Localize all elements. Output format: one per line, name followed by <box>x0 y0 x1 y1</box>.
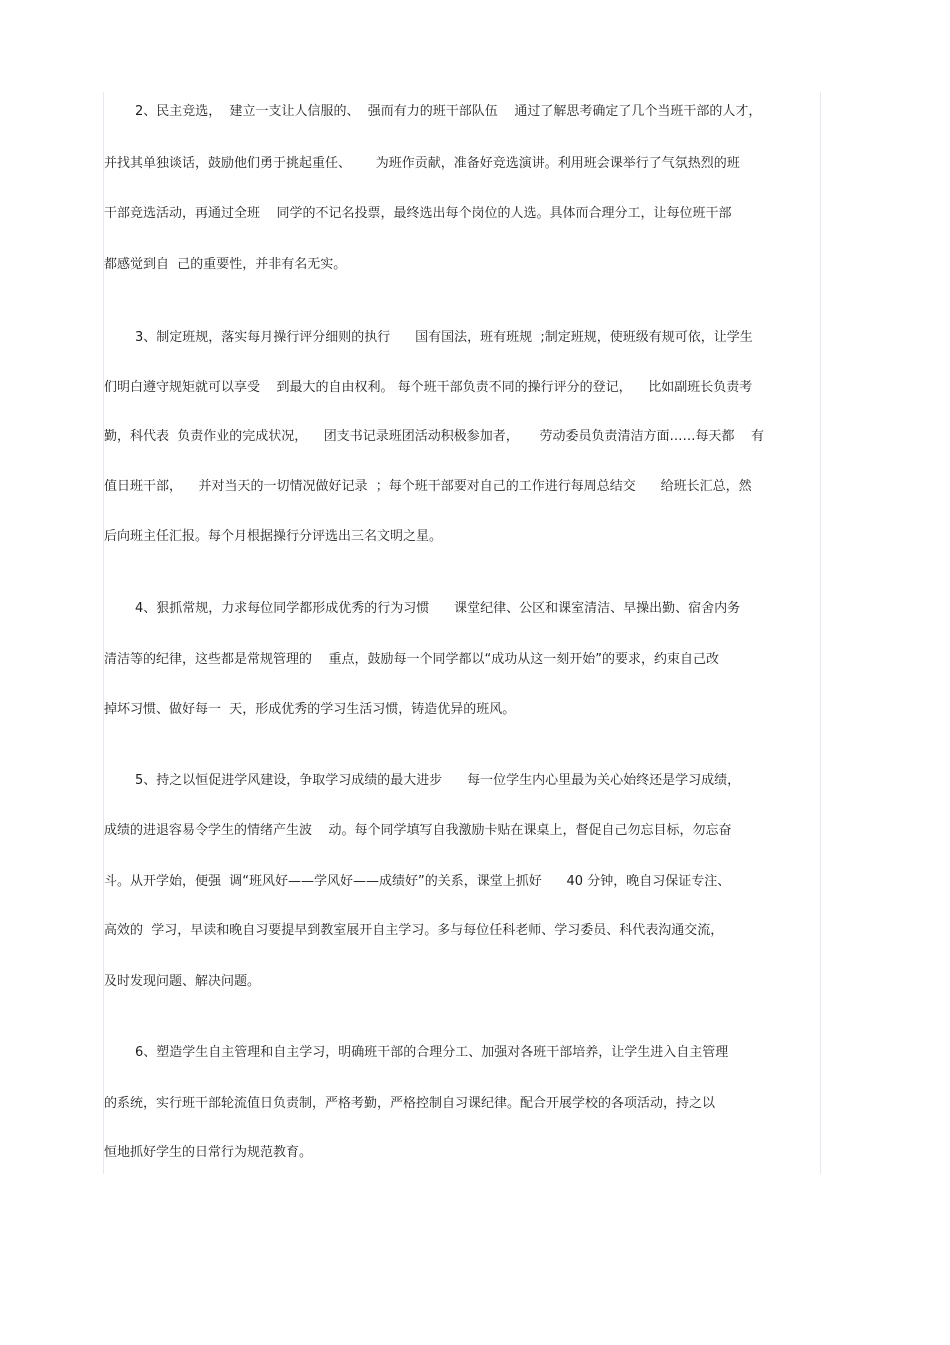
paragraph-3-line-2: 们明白遵守规矩就可以享受 到最大的自由权利。 每个班干部负责不同的操行评分的登记， 比如副班长负责考 <box>104 380 753 395</box>
paragraph-6-line-1: 6、塑造学生自主管理和自主学习，明确班干部的合理分工、加强对各班干部培养，让学生进入自主管理 <box>135 1045 729 1060</box>
paragraph-5-line-2: 成绩的进退容易令学生的情绪产生波 动。每个同学填写自我激励卡贴在课桌上，督促自己勿忘目标，勿忘奋 <box>104 823 732 838</box>
paragraph-4-line-3: 掉坏习惯、做好每一 天，形成优秀的学习生活习惯，铸造优异的班风。 <box>104 702 516 717</box>
paragraph-6-line-3: 恒地抓好学生的日常行为规范教育。 <box>104 1145 313 1160</box>
paragraph-3-line-3: 勤，科代表 负责作业的完成状况， 团支书记录班团活动积极参加者， 劳动委员负责清洁方面……每天都 有 <box>104 429 764 444</box>
paragraph-5-line-1: 5、持之以恒促进学风建设，争取学习成绩的最大进步 每一位学生内心里最为关心始终还是学习成绩， <box>135 773 741 788</box>
paragraph-5-line-4: 高效的 学习，早读和晚自习要提早到教室展开自主学习。多与每位任科老师、学习委员、科代表沟通交流， <box>104 923 724 938</box>
document-page <box>103 92 821 1174</box>
paragraph-5-line-5: 及时发现问题、解决问题。 <box>104 974 261 989</box>
paragraph-3-line-5: 后向班主任汇报。每个月根据操行分评选出三名文明之星。 <box>104 529 443 544</box>
paragraph-5-line-3: 斗。从开学始，便强 调“班风好——学风好——成绩好”的关系，课堂上抓好 40 分钟，晚自习保证专注、 <box>104 874 731 889</box>
paragraph-4-line-2: 清洁等的纪律，这些都是常规管理的 重点，鼓励每一个同学都以“成功从这一刻开始”的要求，约束自己改 <box>104 652 719 667</box>
paragraph-2-line-1: 2、民主竞选， 建立一支让人信服的、 强而有力的班干部队伍 通过了解思考确定了几个当班干部的人才， <box>135 104 762 119</box>
paragraph-2-line-4: 都感觉到自 己的重要性，并非有名无实。 <box>104 257 347 272</box>
paragraph-3-line-4: 值日班干部， 并对当天的一切情况做好记录 ；每个班干部要对自己的工作进行每周总结交 给班长汇总，然 <box>104 479 752 494</box>
paragraph-6-line-2: 的系统，实行班干部轮流值日负责制，严格考勤，严格控制自习课纪律。配合开展学校的各项活动，持之以 <box>104 1096 716 1111</box>
paragraph-4-line-1: 4、狠抓常规，力求每位同学都形成优秀的行为习惯 课堂纪律、公区和课室清洁、早操出勤、宿舍内务 <box>135 601 741 616</box>
paragraph-2-line-3: 干部竞选活动，再通过全班 同学的不记名投票，最终选出每个岗位的人选。具体而合理分工，让每位班干部 <box>104 206 732 221</box>
paragraph-3-line-1: 3、制定班规，落实每月操行评分细则的执行 国有国法，班有班规 ;制定班规，使班级有规可依，让学生 <box>135 330 753 345</box>
paragraph-2-line-2: 并找其单独谈话，鼓励他们勇于挑起重任、 为班作贡献，准备好竞选演讲。利用班会课举行了气氛热烈的班 <box>104 156 740 171</box>
